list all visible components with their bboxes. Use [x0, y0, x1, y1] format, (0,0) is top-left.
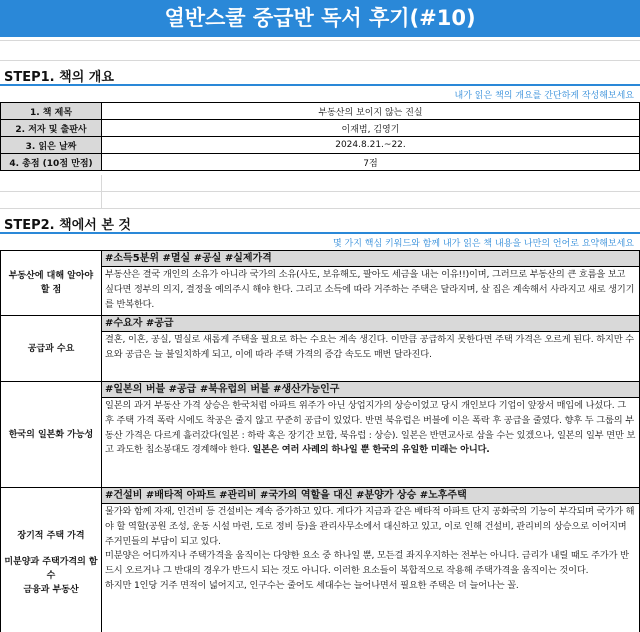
step2-subtitle: 몇 가지 핵심 키워드와 함께 내가 읽은 책 내용을 나만의 언어로 요약해보세요: [333, 239, 634, 249]
section-tags: #소득5분위 #멸실 #공실 #실제가격: [102, 251, 639, 267]
read-date-label: 3. 읽은 날짜: [1, 137, 102, 154]
label-line: 미분양과 주택가격의 함수: [4, 557, 98, 581]
label-line: 금융과 부동산: [23, 585, 79, 595]
section-label: 한국의 일본화 가능성: [1, 382, 102, 487]
grid-line: [0, 40, 640, 41]
table-row: [1, 103, 640, 120]
section-text[interactable]: [102, 398, 639, 459]
table-row: [1, 137, 640, 154]
step2-rule: [0, 232, 640, 234]
author-value[interactable]: 이재범, 김영기: [102, 120, 640, 137]
summary-section: [0, 250, 640, 316]
read-date-value[interactable]: 2024.8.21.~22.: [102, 137, 640, 154]
score-value[interactable]: 7점: [102, 154, 640, 171]
book-title-label: 1. 책 제목: [1, 103, 102, 120]
summary-section: [0, 382, 640, 488]
score-label: 4. 총점 (10점 만점): [1, 154, 102, 171]
section-label: [1, 488, 102, 632]
section-paragraph: 미분양은 어디까지나 주택가격을 움직이는 다양한 요소 중 하나일 뿐, 모든걸 좌지우지하는 전부는 아니다. 금리가 내릴 때도 주가가 반드시 오르거나 그 반대의 경우가 반드시 되는 것도 아니다. 이러한 요소들이 복합적으로 작용해 주택가격을 움직이는 것이다.: [105, 550, 629, 577]
table-row: [1, 120, 640, 137]
section-tags: #건설비 #배타적 아파트 #관리비 #국가의 역할을 대신 #분양가 상승 #노후주택: [102, 488, 639, 504]
step2-title: STEP2. 책에서 본 것: [4, 218, 131, 233]
section-paragraph: 물가와 함께 자재, 인건비 등 건설비는 계속 증가하고 있다. 게다가 지금과 같은 배타적 아파트 단지 공화국의 기능이 부각되며 국가가 해야 할 역할(공원 조성, 운동 시설 마련, 도로 정비 등)을 관리사무소에서 대신하고 있고, 이로 인해 건설비, 관리비의 상승으로 이어지며 주거민들의 부담이 되고 있다.: [105, 506, 635, 547]
author-label: 2. 저자 및 출판사: [1, 120, 102, 137]
section-label: 부동산에 대해 알아야 할 점: [1, 251, 102, 315]
grid-line: [0, 60, 640, 61]
section-text[interactable]: 부동산은 결국 개인의 소유가 아니라 국가의 소유(사도, 보유해도, 팔아도 세금을 내는 이유!!)이며, 그러므로 부동산의 큰 흐름을 보고 싶다면 정부의 의지, 결정을 예의주시 해야 한다. 그리고 소득에 따라 거주하는 주택은 달라지며, 살 집은 계속해서 사라지고 새로 생기기를 반복한다.: [105, 269, 635, 310]
table-row: [1, 154, 640, 171]
section-tags: #수요자 #공급: [102, 316, 639, 332]
section-text[interactable]: 결혼, 이혼, 공실, 멸실로 새롭게 주택을 필요로 하는 수요는 계속 생긴다. 이만큼 공급하지 못한다면 주택 가격은 오르게 된다. 하지만 수요와 공급은 늘 불일치하게 되고, 이에 따라 주택 가격의 증감 속도도 매번 달라진다.: [105, 334, 634, 360]
summary-section: [0, 488, 640, 632]
label-line: 장기적 주택 가격: [17, 531, 85, 541]
section-text[interactable]: [102, 504, 639, 595]
book-info-table: [0, 102, 640, 171]
empty-row: [0, 175, 640, 192]
section-paragraph: 하지만 1인당 거주 면적이 넓어지고, 인구수는 줄어도 세대수는 늘어나면서 필요한 주택은 더 늘어나는 꼴.: [105, 579, 519, 591]
section-text-highlight: 일본은 여러 사례의 하나일 뿐 한국의 유일한 미래는 아니다.: [252, 444, 490, 456]
summary-blocks: [0, 250, 640, 632]
page-title: 열반스쿨 중급반 독서 후기(#10): [0, 0, 640, 37]
step1-subtitle: 내가 읽은 책의 개요를 간단하게 작성해보세요: [454, 91, 634, 101]
step1-title: STEP1. 책의 개요: [4, 70, 114, 85]
empty-row: [0, 192, 640, 209]
book-title-value[interactable]: 부동산의 보이지 않는 진실: [102, 103, 640, 120]
section-tags: #일본의 버블 #공급 #북유럽의 버블 #생산가능인구: [102, 382, 639, 398]
summary-section: [0, 316, 640, 382]
section-text-body: 일본의 과거 부동산 가격 상승은 한국처럼 아파트 위주가 아닌 상업지가의 상승이었고 당시 개인보다 기업이 앞장서 매입에 나섰다. 그 후 주택 가격 폭락 시에도 착공은 줄지 않고 꾸준히 공급이 있었다. 반면 북유럽은 버블에 이은 폭락 후 공급을 줄였다. 향후 두 그룹의 부동산 가격은 다르게 흘러갔다(일본 : 하락 혹은 장기간 보합, 북유럽 : 상승). 일본은 반면교사로 삼을 수는 있겠으나, 일본의 일부 면만 보고 과도한 침소봉대도 경계해야 한다.: [105, 400, 636, 456]
step1-rule: [0, 84, 640, 86]
section-label: 공급과 수요: [1, 316, 102, 381]
